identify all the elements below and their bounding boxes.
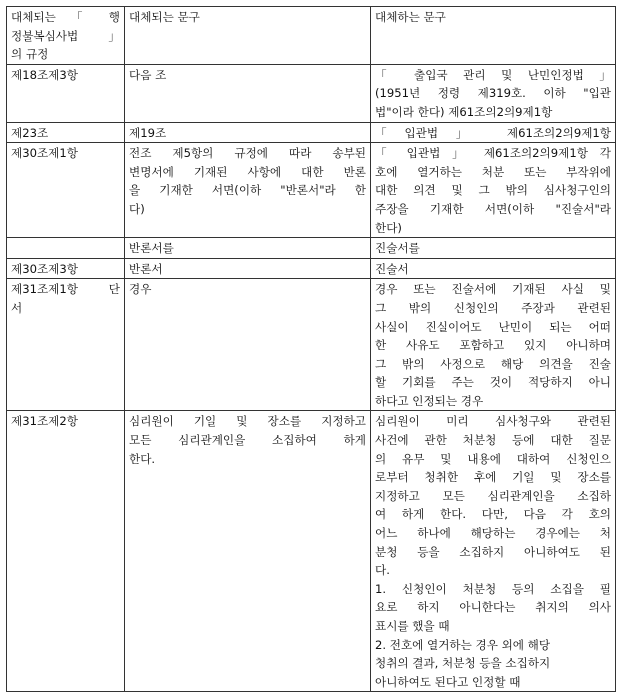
replaced-cell: 다음 조	[125, 64, 371, 122]
replaced-cell: 경우	[125, 279, 371, 411]
replacing-cell: 심리원이 미리 심사청구와 관련된 사건에 관한 처분청 등에 대한 질문 의 유무 및 내용에 대하여 신청인으 로부터 청취한 후에 기일 및 장소를 지정하고 모든 심리관계인을 소집하 여 하게 한다. 다만, 다음 각 호의 어느 하나에 해당하는 경우에는 처 분청 등을 소집하지 아니하여도 된 다. 1. 신청인이 처분청 등의 소집을 필 요로 하지 아니한다는 취지의 의사 표시를 했을 때 2. 전호에 열거하는 경우 외에 해당 청취의 결과, 처분청 등을 소집하지 아니하여도 된다고 인정할 때	[371, 411, 616, 692]
table-row	[7, 64, 616, 122]
header-replaced: 대체되는 문구	[125, 7, 371, 65]
provision-cell: 제31조제1항 단 서	[7, 279, 125, 411]
header-provision: 대체되는 「 행 정불복심사법 」 의 규정	[7, 7, 125, 65]
table-row	[7, 238, 616, 259]
table-row	[7, 411, 616, 692]
header-replacing: 대체하는 문구	[371, 7, 616, 65]
replaced-cell: 심리원이 기일 및 장소를 지정하고 모든 심리관계인을 소집하여 하게 한다.	[125, 411, 371, 692]
replacing-cell: 진술서	[371, 258, 616, 279]
table-row	[7, 122, 616, 143]
replacing-cell: 「 출입국 관리 및 난민인정법 」 (1951년 정령 제319호. 이하 "입관 법"이라 한다) 제61조의2의9제1항	[371, 64, 616, 122]
replacement-table	[6, 6, 616, 692]
replaced-cell: 반론서를	[125, 238, 371, 259]
provision-cell: 제23조	[7, 122, 125, 143]
replaced-cell: 전조 제5항의 규정에 따라 송부된 변명서에 기재된 사항에 대한 반론 을 기재한 서면(이하 "반론서"라 한 다)	[125, 143, 371, 238]
replacing-cell: 「입관법」 제61조의2의9제1항	[371, 122, 616, 143]
table-row	[7, 258, 616, 279]
provision-cell: 제30조제1항	[7, 143, 125, 238]
provision-cell: 제31조제2항	[7, 411, 125, 692]
replacing-cell: 진술서를	[371, 238, 616, 259]
replacing-cell: 「 입관법 」 제61조의2의9제1항 각 호에 열거하는 처분 또는 부작위에 대한 의견 및 그 밖의 심사청구인의 주장을 기재한 서면(이하 "진술서"라 한다)	[371, 143, 616, 238]
provision-cell	[7, 238, 125, 259]
replaced-cell: 반론서	[125, 258, 371, 279]
provision-cell: 제30조제3항	[7, 258, 125, 279]
table-row	[7, 279, 616, 411]
table-row	[7, 143, 616, 238]
replaced-cell: 제19조	[125, 122, 371, 143]
replacing-cell: 경우 또는 진술서에 기재된 사실 및 그 밖의 신청인의 주장과 관련된 사실이 진실이어도 난민이 되는 어떠 한 사유도 포함하고 있지 아니하며 그 밖의 사정으로 해당 의견을 진술 할 기회를 주는 것이 적당하지 아니 하다고 인정되는 경우	[371, 279, 616, 411]
header-row	[7, 7, 616, 65]
provision-cell: 제18조제3항	[7, 64, 125, 122]
